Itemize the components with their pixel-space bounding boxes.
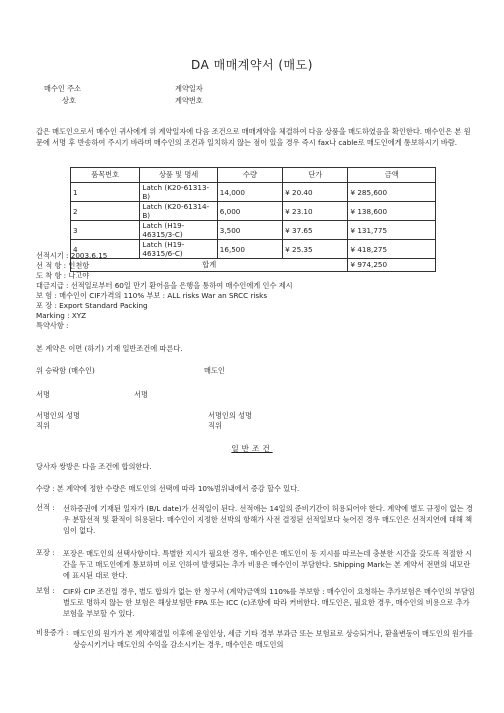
cell-description: Latch (K20-61314-B) <box>140 202 217 221</box>
cell-unit-price: ¥ 23.10 <box>283 202 348 221</box>
document-title: DA 매매계약서 (매도) <box>191 58 313 72</box>
signature-label-2: 서명 <box>134 390 148 399</box>
packing-clause-text: 포장은 매도인의 선택사항이다. 특별한 지시가 필요한 경우, 매수인은 매도인이 동 지시를 따르는데 충분한 시간을 갖도록 적절한 시간을 두고 매도인에게 통보하며 이로 인하여 발생되는 추가 비용은 매수인이 부담한다. Shipping Mark는 본 계약서 전면의 내모란에 표시된 대로 한다. <box>63 549 473 580</box>
position-left: 직위 <box>36 421 50 430</box>
cell-quantity: 14,000 <box>217 183 282 202</box>
total-label: 합계 <box>71 259 348 272</box>
cell-amount: ¥ 285,600 <box>348 183 436 202</box>
table-row <box>71 240 436 259</box>
cell-unit-price: ¥ 37.65 <box>283 221 348 240</box>
cell-no: 4 <box>71 240 140 259</box>
general-terms-intro: 당사자 쌍방은 다음 조건에 합의한다. <box>36 462 152 471</box>
col-header-quantity: 수량 <box>217 168 282 183</box>
cell-amount: ¥ 418,275 <box>348 240 436 259</box>
shipment-clause-text: 선하증권에 기재된 일자가 (B/L date)가 선적일이 된다. 선적에는 14일의 준비기간이 허용되어야 한다. 계약에 별도 규정이 없는 경우 분할선적 및 환적이 허용된다. 매수인이 지정한 선박의 항해가 사전 결정된 선적일보다 늦어진 경우 매도인은 선적지연에 대해 책임이 없다. <box>63 504 473 535</box>
shipment-clause-label: 선적 : <box>36 503 55 512</box>
shipment-term: 선적시기 : 2003.6.15 <box>36 251 108 260</box>
packing-term: 포 장 : Export Standard Packing <box>36 301 148 310</box>
signer-name-left: 서명인의 성명 <box>36 411 80 420</box>
cell-description: Latch (K20-61313-B) <box>140 183 217 202</box>
destination-term: 도 착 항 : 나고야 <box>36 271 90 280</box>
items-table <box>70 167 436 272</box>
contract-number-label: 계약번호 <box>175 96 203 105</box>
position-right: 직위 <box>208 421 222 430</box>
buyer-address-label: 매수인 주소 <box>44 84 82 93</box>
insurance-clause-label: 보험 : <box>36 586 55 595</box>
table-row <box>71 183 436 202</box>
cell-description: Latch (H19-46315/3-C) <box>140 221 217 240</box>
cell-description: Latch (H19-46315/6-C) <box>140 240 217 259</box>
col-header-unit-price: 단가 <box>283 168 348 183</box>
signature-label-1: 서명 <box>36 390 50 399</box>
signer-name-right: 서명인의 성명 <box>208 411 252 420</box>
special-term: 특약사항 : <box>36 321 69 330</box>
table-header-row <box>71 168 436 183</box>
agreement-statement: 본 계약은 이면 (하기) 기재 일반조건에 따른다. <box>36 344 183 353</box>
total-amount: ¥ 974,250 <box>348 259 436 272</box>
cell-no: 1 <box>71 183 140 202</box>
insurance-term: 보 험 : 매수인이 CIF가격의 110% 부보 : ALL risks War an SRCC risks <box>36 291 268 300</box>
buyer-confirm-label: 위 승락함 (매수인) <box>36 366 95 375</box>
cell-amount: ¥ 138,600 <box>348 202 436 221</box>
price-increase-clause-text: 매도인의 원가가 본 계약체결일 이후에 운임인상, 세금 기타 경부 부과금 또는 보험료로 상승되거나, 환율변동이 매도인의 원가를 상승시키거나 매도인의 수익을 감소시키는 경우, 매수인은 매도인의 <box>73 629 473 649</box>
cell-quantity: 6,000 <box>217 202 282 221</box>
seller-label: 매도인 <box>204 366 225 375</box>
quantity-clause: 수량 : 본 계약에 정한 수량은 매도인의 선택에 따라 10%범위내에서 증감 할수 있다. <box>36 484 300 493</box>
col-header-amount: 금액 <box>348 168 436 183</box>
cell-unit-price: ¥ 20.40 <box>283 183 348 202</box>
packing-clause-label: 포장 : <box>36 548 55 557</box>
contract-date-label: 계약일자 <box>175 84 203 93</box>
price-increase-clause-label: 비용증가 : <box>36 628 69 637</box>
payment-term: 대금지급 : 선적일로부터 60일 만기 환어음을 은행을 통하여 매수인에게 인수 제시 <box>36 281 293 290</box>
table-row <box>71 202 436 221</box>
col-header-description: 상품 및 명세 <box>140 168 217 183</box>
cell-amount: ¥ 131,775 <box>348 221 436 240</box>
table-row <box>71 221 436 240</box>
cell-no: 3 <box>71 221 140 240</box>
cell-quantity: 3,500 <box>217 221 282 240</box>
loading-port-term: 선 적 항 : 인천항 <box>36 261 90 270</box>
insurance-clause-text: CIF와 CIP 조건일 경우, 별도 합의가 없는 한 청구서 (계약)금액의 110%를 부보함 : 매수인이 요청하는 추가보험은 매수인의 부담임 별도로 명하지 않는 한 보험은 해상보험만 FPA 또는 ICC (c)조항에 따라 커버한다. 매도인은, 필요한 경우, 매수인의 비용으로 추가보험을 부보할 수 있다. <box>63 587 475 618</box>
cell-no: 2 <box>71 202 140 221</box>
marking-term: Marking : XYZ <box>36 311 87 320</box>
col-header-item-no: 품목번호 <box>71 168 140 183</box>
general-terms-heading: 일반조건 <box>231 444 273 453</box>
table-total-row <box>71 259 436 272</box>
cell-unit-price: ¥ 25.35 <box>283 240 348 259</box>
cell-quantity: 16,500 <box>217 240 282 259</box>
intro-paragraph: 갑은 매도인으로서 매수인 귀사에게 위 계약일자에 다음 조건으로 매매계약을 체결하여 다음 상품을 매도하였음을 확인한다. 매수인은 본 원문에 서명 후 반송하여 주시기 바라며 매수인의 조건과 일치하지 않는 점이 있을 경우 즉시 fax나 cable로 매도인에게 통보하시기 바람. <box>36 127 471 147</box>
company-name-label: 상호 <box>62 96 76 105</box>
